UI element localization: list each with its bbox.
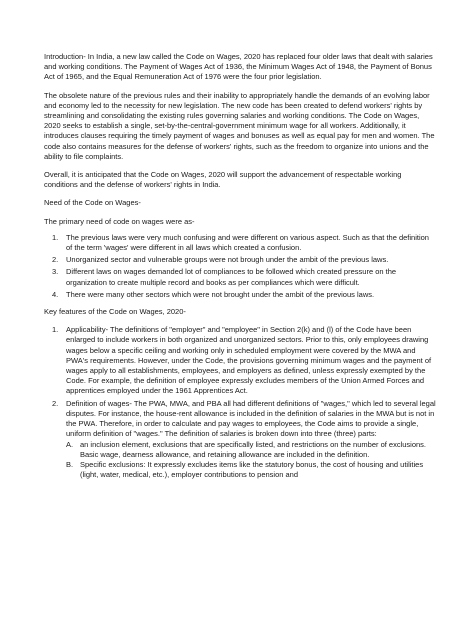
sublist-item — [66, 440, 436, 460]
list-item — [44, 290, 436, 300]
wages-sublist — [66, 440, 436, 481]
sublist-item-text: Specific exclusions: It expressly excludes items like the statutory bonus, the cost of housing and utilities (light, water, medical, etc.), employer contributions to pension and — [80, 459, 424, 480]
obsolete-rules-paragraph: The obsolete nature of the previous rules and their inability to appropriately handle the demands of an evolving labor and economy led to the necessity for new legislation. The new code has been created to defend workers' rights by streamlining and consolidating the existing rules governing salaries and working conditions. The Code on Wages, 2020 seeks to establish a single, set-by-the-central-government minimum wage for all workers. Additionally, it introduces clauses requiring the timely payment of wages and bonuses as well as equal pay for men and women. The code also contains measures for the defense of workers' rights, such as the freedom to organize into unions and the ability to file complaints. — [44, 90, 435, 161]
need-list — [44, 233, 436, 300]
intro-paragraph: Introduction- In India, a new law called the Code on Wages, 2020 has replaced four older laws that dealt with salaries and working conditions. The Payment of Wages Act of 1936, the Minimum Wages Act of 1948, the Payment of Bonus Act of 1965, and the Equal Remuneration Act of 1976 were the four prior legislation. — [44, 52, 433, 82]
features-heading: Key features of the Code on Wages, 2020- — [44, 307, 186, 317]
list-item — [44, 325, 436, 396]
document-page — [44, 52, 436, 487]
list-item-text: Definition of wages- The PWA, MWA, and PBA all had different definitions of "wages," which led to several legal disputes. For instance, the house-rent allowance is included in the definition of salaries in the MWA but is not in the PWA. Therefore, in order to calculate and pay wages to employees, the Code aims to provide a single, uniform definition of "wages." The definition of salaries is broken down into three (three) parts: — [66, 398, 436, 439]
list-number: 2. — [52, 398, 59, 408]
list-number: 1. — [52, 232, 59, 242]
list-item-text: There were many other sectors which were not brought under the ambit of the previous laws. — [66, 289, 375, 299]
overall-paragraph: Overall, it is anticipated that the Code on Wages, 2020 will support the advancement of respectable working conditions and the defense of workers' rights in India. — [44, 170, 402, 190]
list-item — [44, 399, 436, 481]
need-intro: The primary need of code on wages were as- — [44, 216, 195, 226]
need-heading: Need of the Code on Wages- — [44, 198, 141, 208]
sublist-letter: A. — [66, 439, 74, 449]
list-item — [44, 233, 436, 253]
list-number: 2. — [52, 255, 59, 265]
list-item — [44, 267, 436, 287]
sublist-item-text: an inclusion element, exclusions that are specifically listed, and restrictions on the number of exclusions. Basic wage, dearness allowance, and retaining allowance are included in the definition. — [80, 439, 427, 459]
sublist-item — [66, 460, 436, 480]
features-list — [44, 325, 436, 480]
list-number: 1. — [52, 325, 59, 335]
list-item — [44, 255, 436, 265]
list-item-text: Unorganized sector and vulnerable groups were not brough under the ambit of the previous laws. — [66, 255, 389, 265]
list-number: 4. — [52, 289, 59, 299]
list-number: 3. — [52, 267, 59, 277]
sublist-letter: B. — [66, 459, 74, 469]
list-item-text: Different laws on wages demanded lot of compliances to be followed which created pressure on the organization to create multiple record and books as per compliances which were difficult. — [66, 267, 397, 287]
list-item-text: Applicability- The definitions of "employer" and "employee" in Section 2(k) and (l) of the Code have been enlarged to include workers in both organized and unorganized sectors. Prior to this, only employees drawing wages below a specific ceiling and working only in scheduled employment were covered by the MWA and PWA's requirements. However, under the Code, the provisions governing minimum wages and the payment of wages apply to all establishments, employees, and employers as defined, unless expressly exempted by the Code. For example, the definition of employee expressly excludes members of the Union Armed Forces and apprentices employed under the 1961 Apprentices Act. — [66, 325, 432, 396]
list-item-text: The previous laws were very much confusing and were different on various aspect. Such as that the definition of the term 'wages' were different in all laws which created a confusion. — [66, 232, 429, 253]
